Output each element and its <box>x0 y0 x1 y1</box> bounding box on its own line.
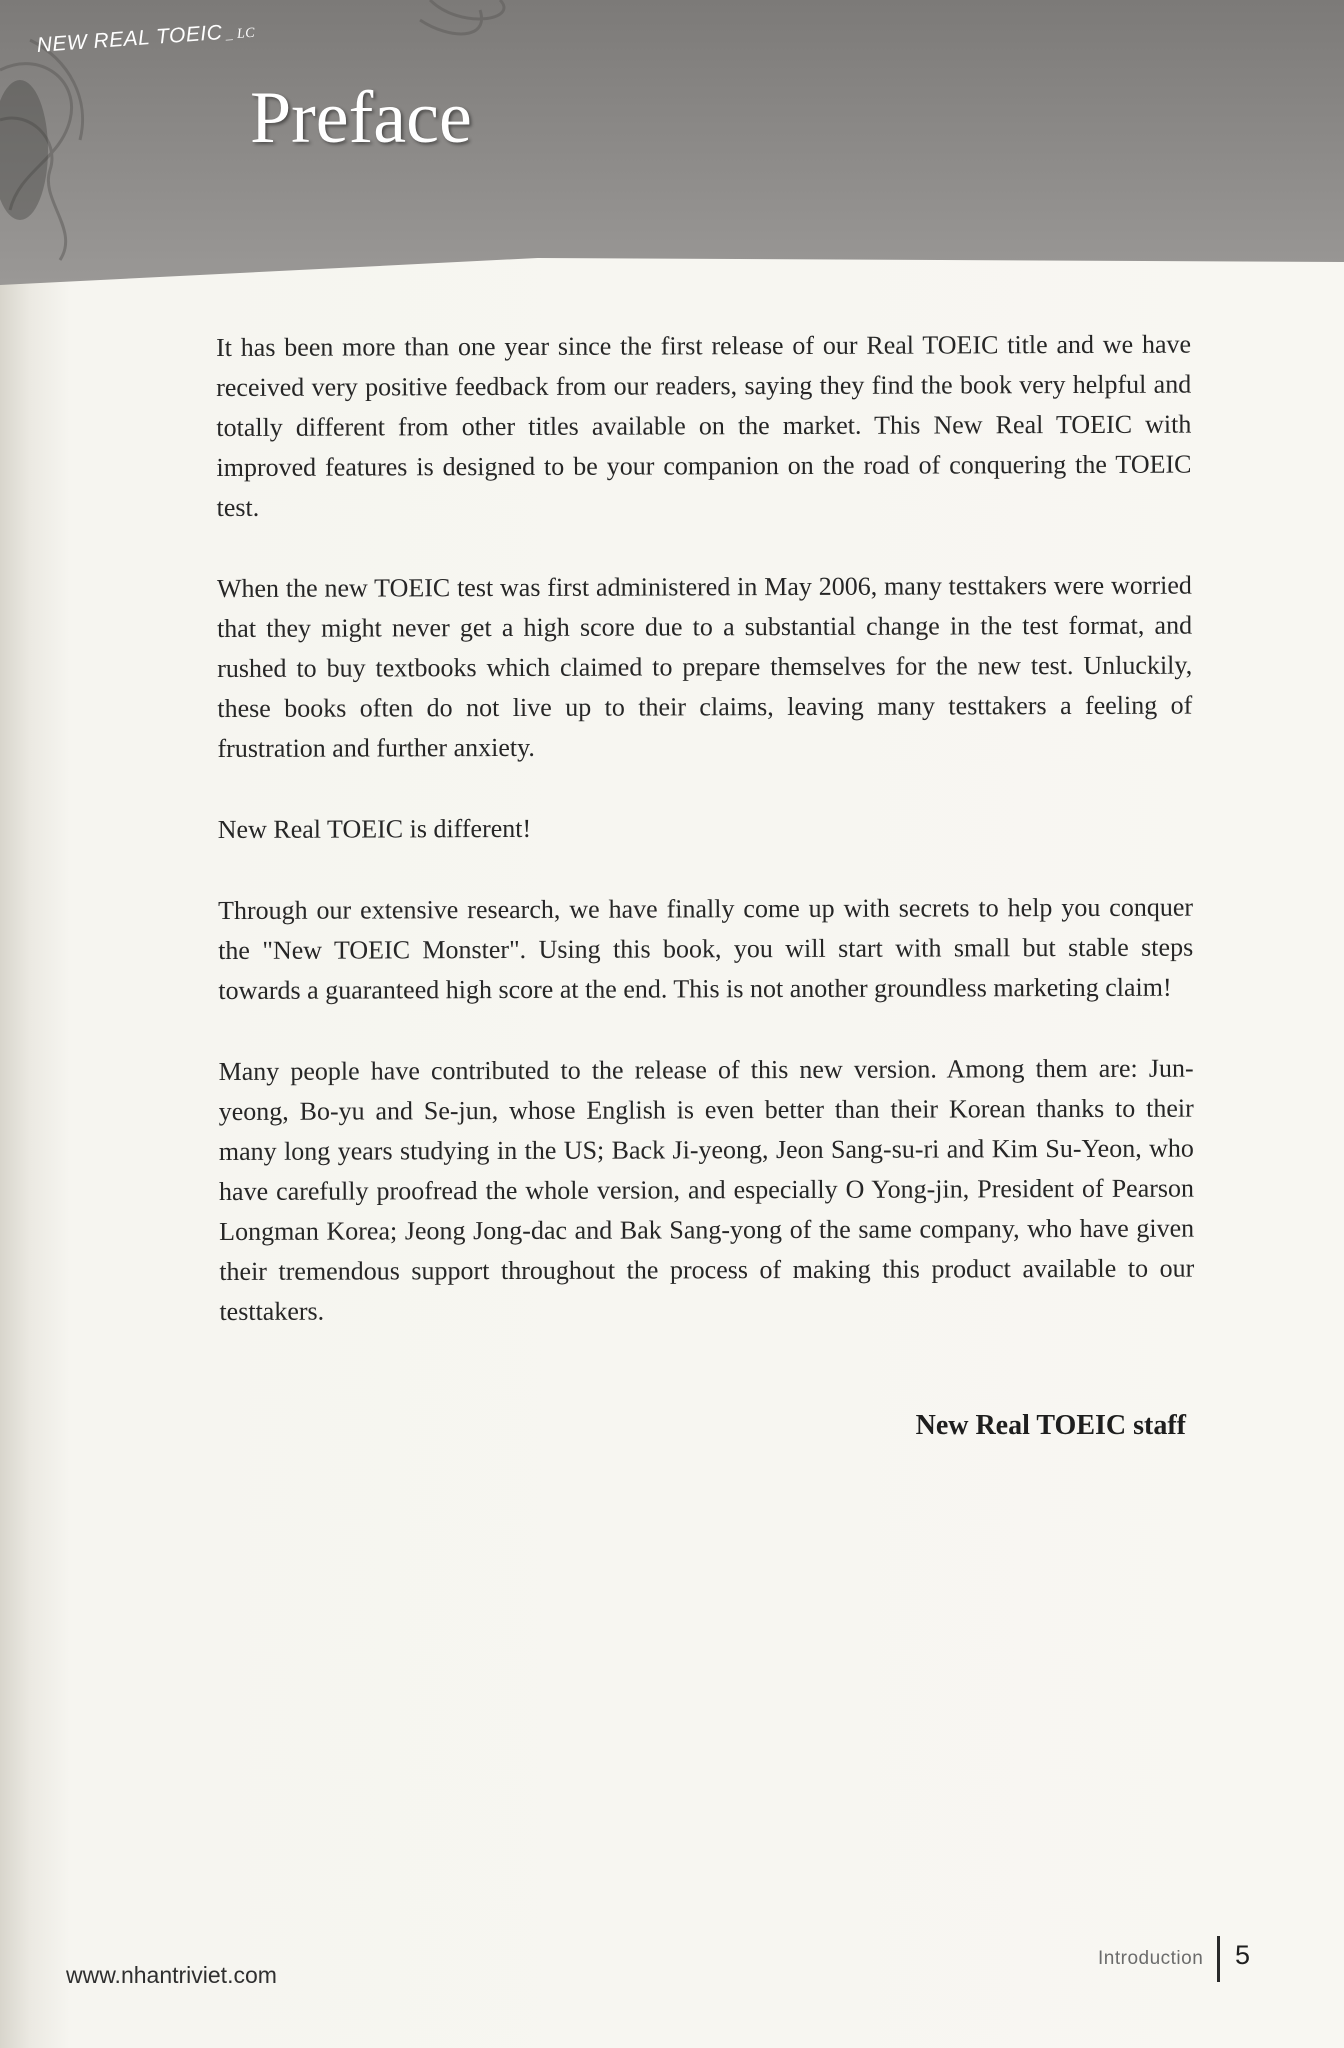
footer-url: www.nhantriviet.com <box>66 1962 277 1988</box>
page-number: 5 <box>1235 1940 1251 1970</box>
paragraph-4: Through our extensive research, we have finally come up with secrets to help you conquer the "New TOEIC Monster". Using this book, you will start with small but stable steps towards a guaranteed high score at the end. This is not another groundless marketing claim! <box>217 892 1194 1005</box>
series-suffix: _ LC <box>224 25 256 43</box>
page-title: Preface <box>250 77 472 159</box>
footer-section-label: Introduction <box>1098 1948 1204 1969</box>
paragraph-1: It has been more than one year since the first release of our Real TOEIC title and we have received very positive feedback from our readers, saying they find the book very helpful and totally different from other titles available on the market. This New Real TOEIC with improved features is designed to be your companion on the road of conquering the TOEIC test. <box>216 329 1192 522</box>
footer-divider <box>1217 1936 1220 1982</box>
paragraph-5: Many people have contributed to the release of this new version. Among them are: Jun-yeong, Bo-yu and Se-jun, whose English is even better than their Korean thanks to their many long years studying in the US; Back Ji-yeong, Jeon Sang-su-ri and Kim Su-Yeon, who have carefully proofread the whole version, and especially O Yong-jin, President of Pearson Longman Korea; Jeong Jong-dac and Bak Sang-yong of the same company, who have given their tremendous support throughout the process of making this product available to our testtakers. <box>218 1053 1195 1326</box>
signature: New Real TOEIC staff <box>915 1410 1186 1441</box>
preface-body <box>216 325 1195 1373</box>
paragraph-3: New Real TOEIC is different! <box>217 813 532 844</box>
series-name: NEW REAL TOEIC <box>36 21 224 57</box>
paragraph-2: When the new TOEIC test was first administered in May 2006, many testtakers were worried that they might never get a high score due to a substantial change in the test format, and rushed to buy textbooks which claimed to prepare themselves for the new test. Unluckily, these books often do not live up to their claims, leaving many testtakers a feeling of frustration and further anxiety. <box>216 570 1193 763</box>
